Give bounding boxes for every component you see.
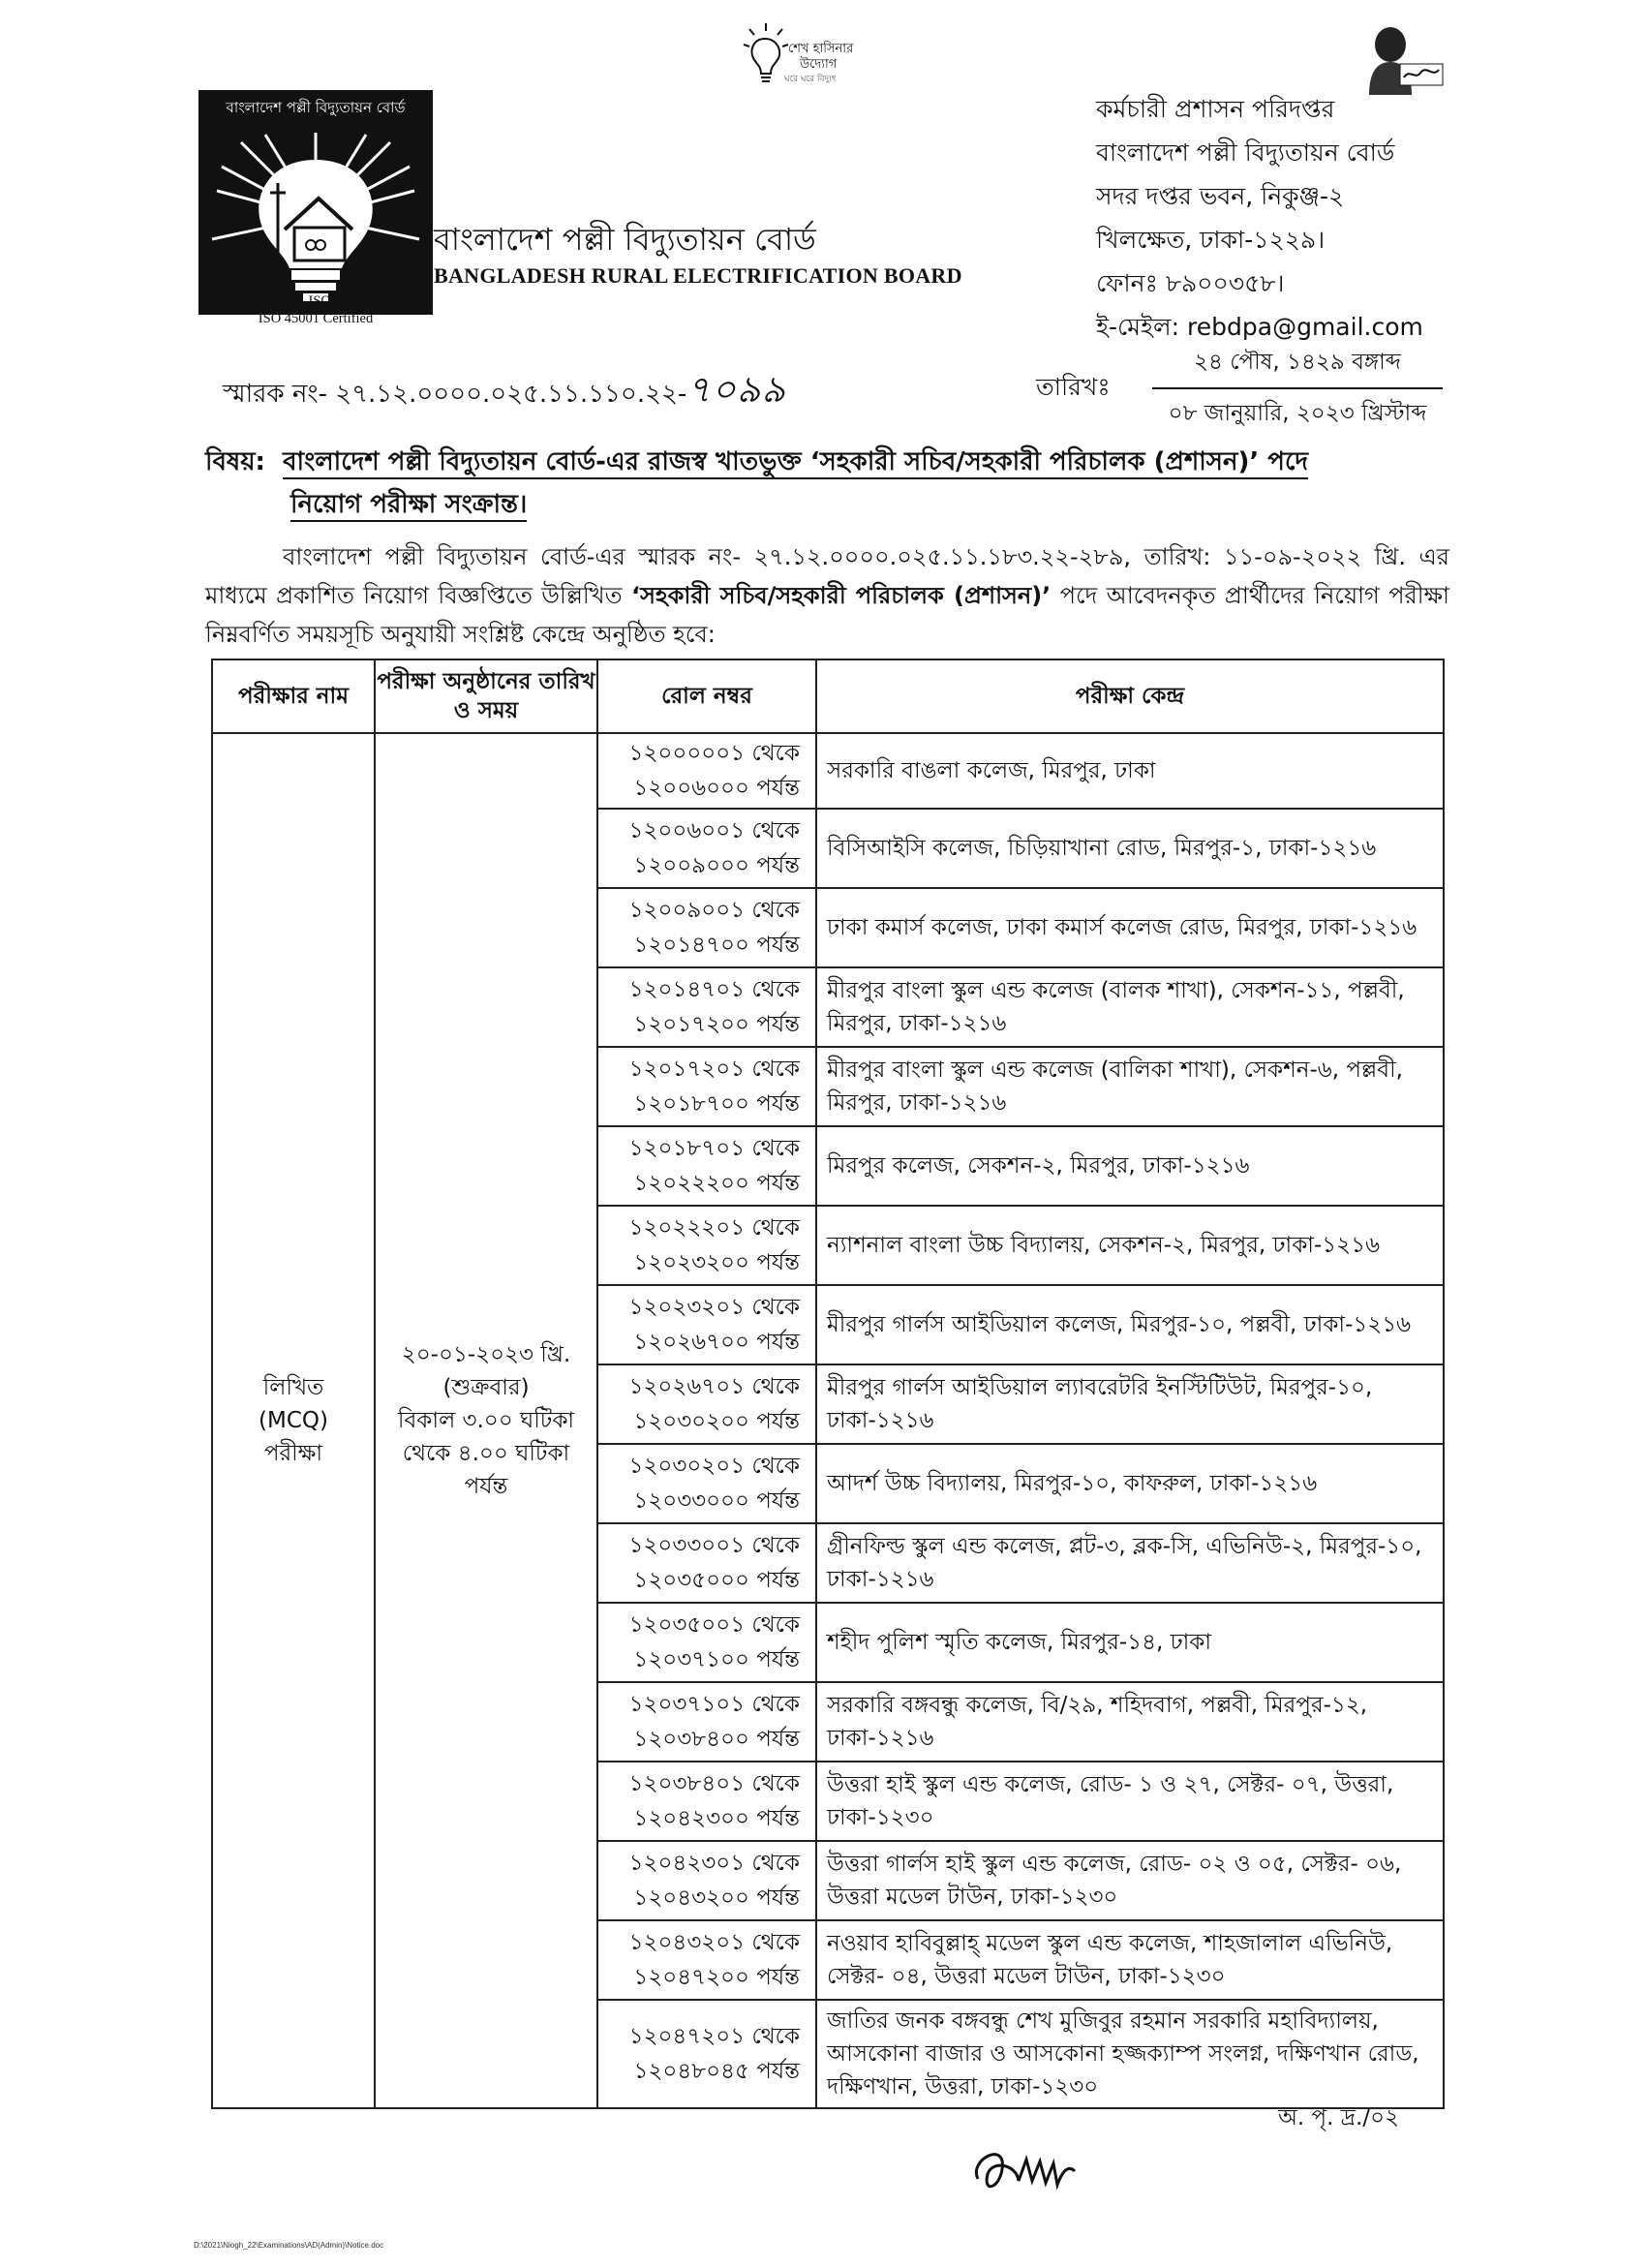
exam-center-cell: জাতির জনক বঙ্গবন্ধু শেখ মুজিবুর রহমান সরকারি মহাবিদ্যালয়, আসকোনা বাজার ও আসকোনা হজ্জক্যাম্প সংলগ্ন, দক্ষিণখান রোড, দক্ষিণখান, উত্তরা, ঢাকা-১২৩০	[816, 2000, 1444, 2108]
exam-datetime-line: ২০-০১-২০২৩ খ্রি.	[401, 1342, 571, 1367]
org-name-bangla: বাংলাদেশ পল্লী বিদ্যুতায়ন বোর্ড	[434, 221, 816, 258]
exam-center-cell: সরকারি বঙ্গবন্ধু কলেজ, বি/২৯, শহিদবাগ, পল্লবী, মিরপুর-১২, ঢাকা-১২১৬	[816, 1682, 1444, 1762]
roll-from: ১২০০০০০১ থেকে	[628, 741, 800, 766]
exam-center-cell: ন্যাশনাল বাংলা উচ্চ বিদ্যালয়, সেকশন-২, মিরপুর, ঢাকা-১২১৬	[816, 1206, 1444, 1285]
roll-from: ১২০৩০২০১ থেকে	[628, 1454, 800, 1479]
table-header-row	[212, 659, 1444, 733]
roll-range-cell	[597, 1126, 816, 1206]
roll-to: ১২০৩৭১০০ পর্যন্ত	[633, 1647, 800, 1672]
date-bangla: ২৪ পৌষ, ১৪২৯ বঙ্গাব্দ	[1152, 344, 1443, 389]
exam-center-cell: বিসিআইসি কলেজ, চিড়িয়াখানা রোড, মিরপুর-১, ঢাকা-১২১৬	[816, 809, 1444, 888]
table-row	[212, 733, 1444, 809]
roll-range-cell	[597, 1444, 816, 1523]
continued-note: অ. পৃ. দ্র./০২	[1278, 2105, 1400, 2130]
roll-range-cell	[597, 2000, 816, 2108]
roll-range-cell	[597, 1047, 816, 1126]
roll-to: ১২০৪৩২০০ পর্যন্ত	[633, 1885, 800, 1911]
roll-to: ১২০৩৮৪০০ পর্যন্ত	[633, 1727, 800, 1752]
roll-range-cell	[597, 967, 816, 1047]
logo-banner: বাংলাদেশ পল্লী বিদ্যুতায়ন বোর্ড	[202, 94, 429, 123]
body-part-2: পদে আবেদনকৃত প্রার্থীদের নিয়োগ পরীক্ষা নিম্নবর্ণিত সময়সূচি অনুযায়ী সংশ্লিষ্ট কেন্দ্রে অনুষ্ঠিত হবে:	[205, 582, 1449, 648]
header-exam-datetime: পরীক্ষা অনুষ্ঠানের তারিখ ও সময়	[375, 659, 597, 733]
exam-center-cell: মিরপুর কলেজ, সেকশন-২, মিরপুর, ঢাকা-১২১৬	[816, 1126, 1444, 1206]
exam-datetime-cell	[375, 733, 597, 2108]
svg-text:ঘরে ঘরে বিদ্যুৎ: ঘরে ঘরে বিদ্যুৎ	[784, 75, 837, 84]
roll-to: ১২০১৪৭০০ পর্যন্ত	[633, 933, 800, 958]
body-part-1: বাংলাদেশ পল্লী বিদ্যুতায়ন বোর্ড-এর স্মারক নং- ২৭.১২.০০০০.০২৫.১১.১৮৩.২২-২৮৯, তারিখ: ১১-০৯-২০২২ খ্রি. এর মাধ্যমে প্রকাশিত নিয়োগ বিজ্ঞপ্তিতে উল্লিখিত	[205, 543, 1449, 609]
address-email: ই-মেইল: rebdpa@gmail.com	[1096, 313, 1423, 341]
exam-center-cell: উত্তরা হাই স্কুল এন্ড কলেজ, রোড- ১ ও ২৭, সেক্টর- ০৭, উত্তরা, ঢাকা-১২৩০	[816, 1762, 1444, 1841]
subject-line-2: নিয়োগ পরীক্ষা সংক্রান্ত।	[290, 490, 527, 522]
ref-handwritten-number: ৭০৯৯	[686, 368, 787, 411]
roll-from: ১২০৪৩২০১ থেকে	[628, 1930, 800, 1955]
roll-to: ১২০৪৮০৪৫ পর্যন্ত	[633, 2059, 800, 2084]
exam-center-cell: মীরপুর গার্লস আইডিয়াল ল্যাবরেটরি ইনস্টিটিউট, মিরপুর-১০, ঢাকা-১২১৬	[816, 1364, 1444, 1444]
address-phone: ফোনঃ ৮৯০০৩৫৮।	[1096, 269, 1285, 297]
roll-from: ১২০১৪৭০১ থেকে	[628, 977, 800, 1002]
roll-from: ১২০১৭২০১ থেকে	[628, 1057, 800, 1082]
exam-datetime-line: (শুক্রবার)	[442, 1375, 530, 1400]
roll-to: ১২০১৮৭০০ পর্যন্ত	[633, 1091, 800, 1117]
header-exam-name: পরীক্ষার নাম	[212, 659, 375, 733]
roll-to: ১২০২৩২০০ পর্যন্ত	[633, 1250, 800, 1275]
sheikh-hasina-initiative-emblem-icon	[740, 19, 885, 95]
exam-name-cell	[212, 733, 375, 2108]
roll-range-cell	[597, 1523, 816, 1603]
header-exam-center: পরীক্ষা কেন্দ্র	[816, 659, 1444, 733]
roll-to: ১২০৩০২০০ পর্যন্ত	[633, 1409, 800, 1434]
exam-center-cell: উত্তরা গার্লস হাই স্কুল এন্ড কলেজ, রোড- ০২ ও ০৫, সেক্টর- ০৬, উত্তরা মডেল টাউন, ঢাকা-১২৩০	[816, 1841, 1444, 1920]
exam-center-cell: নওয়াব হাবিবুল্লাহ্ মডেল স্কুল এন্ড কলেজ, শাহজালাল এভিনিউ, সেক্টর- ০৪, উত্তরা মডেল টাউন, ঢাকা-১২৩০	[816, 1920, 1444, 2000]
office-address	[1096, 87, 1423, 349]
header-roll-number: রোল নম্বর	[597, 659, 816, 733]
exam-center-cell: সরকারি বাঙলা কলেজ, মিরপুর, ঢাকা	[816, 733, 1444, 809]
exam-center-cell: গ্রীনফিল্ড স্কুল এন্ড কলেজ, প্লট-৩, ব্লক-সি, এভিনিউ-২, মিরপুর-১০, ঢাকা-১২১৬	[816, 1523, 1444, 1603]
exam-datetime-line: বিকাল ৩.০০ ঘটিকা	[397, 1408, 575, 1433]
exam-center-cell: ঢাকা কমার্স কলেজ, ঢাকা কমার্স কলেজ রোড, মিরপুর, ঢাকা-১২১৬	[816, 888, 1444, 967]
exam-name-line: লিখিত	[262, 1375, 324, 1400]
roll-from: ১২০২৬৭০১ থেকে	[628, 1374, 800, 1399]
subject-line-1: বাংলাদেশ পল্লী বিদ্যুতায়ন বোর্ড-এর রাজস্ব খাতভুক্ত ‘সহকারী সচিব/সহকারী পরিচালক (প্রশাসন)’ পদে	[283, 447, 1308, 479]
roll-range-cell	[597, 1285, 816, 1364]
exam-datetime-line: পর্যন্ত	[464, 1474, 508, 1499]
exam-center-cell: শহীদ পুলিশ স্মৃতি কলেজ, মিরপুর-১৪, ঢাকা	[816, 1603, 1444, 1682]
roll-range-cell	[597, 733, 816, 809]
roll-from: ১২০০৯০০১ থেকে	[628, 898, 800, 923]
exam-datetime-line: থেকে ৪.০০ ঘটিকা	[402, 1441, 570, 1466]
mujib-year-emblem-icon	[1354, 19, 1450, 97]
roll-to: ১২০৪২৩০০ পর্যন্ত	[633, 1806, 800, 1831]
reb-logo	[198, 90, 433, 315]
signature-icon	[949, 2121, 1143, 2218]
iso-certification: ISO 9001, ISO 14001 & ISO 45001 Certified	[247, 293, 384, 326]
subject	[205, 441, 1449, 526]
date-gregorian: ০৮ জানুয়ারি, ২০২৩ খ্রিস্টাব্দ	[1168, 401, 1427, 426]
roll-to: ১২০৩৩০০০ পর্যন্ত	[633, 1488, 800, 1514]
roll-range-cell	[597, 1603, 816, 1682]
roll-range-cell	[597, 1364, 816, 1444]
roll-to: ১২০৩৫০০০ পর্যন্ত	[633, 1568, 800, 1593]
date-label: তারিখঃ	[1036, 373, 1111, 401]
roll-range-cell	[597, 1841, 816, 1920]
exam-center-cell: মীরপুর বাংলা স্কুল এন্ড কলেজ (বালিকা শাখা), সেকশন-৬, পল্লবী, মিরপুর, ঢাকা-১২১৬	[816, 1047, 1444, 1126]
roll-to: ১২০০৬০০০ পর্যন্ত	[633, 776, 800, 801]
roll-from: ১২০৩৮৪০১ থেকে	[628, 1771, 800, 1796]
ref-label: স্মারক নং-	[223, 380, 327, 409]
roll-from: ১২০২৩২০১ থেকে	[628, 1295, 800, 1320]
address-line: বাংলাদেশ পল্লী বিদ্যুতায়ন বোর্ড	[1096, 138, 1395, 167]
roll-from: ১২০৪৭২০১ থেকে	[628, 2024, 800, 2049]
file-path: D:\2021\Niogh_22\Examinations\AD(Admin)\Notice.doc	[194, 2241, 384, 2250]
roll-from: ১২০৩৩০০১ থেকে	[628, 1533, 800, 1558]
roll-range-cell	[597, 888, 816, 967]
roll-from: ১২০৩৭১০১ থেকে	[628, 1692, 800, 1717]
exam-name-line: পরীক্ষা	[263, 1441, 323, 1466]
reb-bulb-emblem-icon	[202, 123, 429, 311]
exam-center-cell: আদর্শ উচ্চ বিদ্যালয়, মিরপুর-১০, কাফরুল, ঢাকা-১২১৬	[816, 1444, 1444, 1523]
subject-label: বিষয়:	[205, 447, 265, 476]
exam-center-cell: মীরপুর গার্লস আইডিয়াল কলেজ, মিরপুর-১০, পল্লবী, ঢাকা-১২১৬	[816, 1285, 1444, 1364]
roll-from: ১২০২২২০১ থেকে	[628, 1215, 800, 1241]
exam-schedule-table	[211, 659, 1445, 2109]
roll-to: ১২০২২২০০ পর্যন্ত	[633, 1171, 800, 1196]
org-name-english: BANGLADESH RURAL ELECTRIFICATION BOARD	[434, 263, 962, 288]
roll-to: ১২০২৬৭০০ পর্যন্ত	[633, 1330, 800, 1355]
address-line: কর্মচারী প্রশাসন পরিদপ্তর	[1096, 95, 1335, 123]
ref-number: ২৭.১২.০০০০.০২৫.১১.১১০.২২-	[335, 380, 687, 409]
roll-from: ১২০১৮৭০১ থেকে	[628, 1136, 800, 1161]
svg-text:উদ্যোগ: উদ্যোগ	[800, 57, 838, 72]
roll-range-cell	[597, 1206, 816, 1285]
roll-to: ১২০০৯০০০ পর্যন্ত	[633, 853, 800, 878]
roll-range-cell	[597, 1920, 816, 2000]
exam-center-cell: মীরপুর বাংলা স্কুল এন্ড কলেজ (বালক শাখা), সেকশন-১১, পল্লবী, মিরপুর, ঢাকা-১২১৬	[816, 967, 1444, 1047]
memo-date	[1152, 344, 1443, 433]
roll-range-cell	[597, 1682, 816, 1762]
roll-from: ১২০৪২৩০১ থেকে	[628, 1851, 800, 1876]
roll-range-cell	[597, 809, 816, 888]
address-line: খিলক্ষেত, ঢাকা-১২২৯।	[1096, 226, 1326, 254]
body-post-name: ‘সহকারী সচিব/সহকারী পরিচালক (প্রশাসন)’	[631, 582, 1052, 609]
roll-range-cell	[597, 1762, 816, 1841]
exam-name-line: (MCQ)	[259, 1408, 328, 1433]
roll-from: ১২০০৬০০১ থেকে	[628, 818, 800, 843]
roll-to: ১২০১৭২০০ পর্যন্ত	[633, 1012, 800, 1037]
body-paragraph	[205, 537, 1449, 654]
roll-from: ১২০৩৫০০১ থেকে	[628, 1612, 800, 1638]
memo-reference	[223, 361, 786, 423]
svg-text:শেখ হাসিনার: শেখ হাসিনার	[788, 42, 854, 56]
roll-to: ১২০৪৭২০০ পর্যন্ত	[633, 1965, 800, 1990]
address-line: সদর দপ্তর ভবন, নিকুঞ্জ-২	[1096, 182, 1345, 210]
